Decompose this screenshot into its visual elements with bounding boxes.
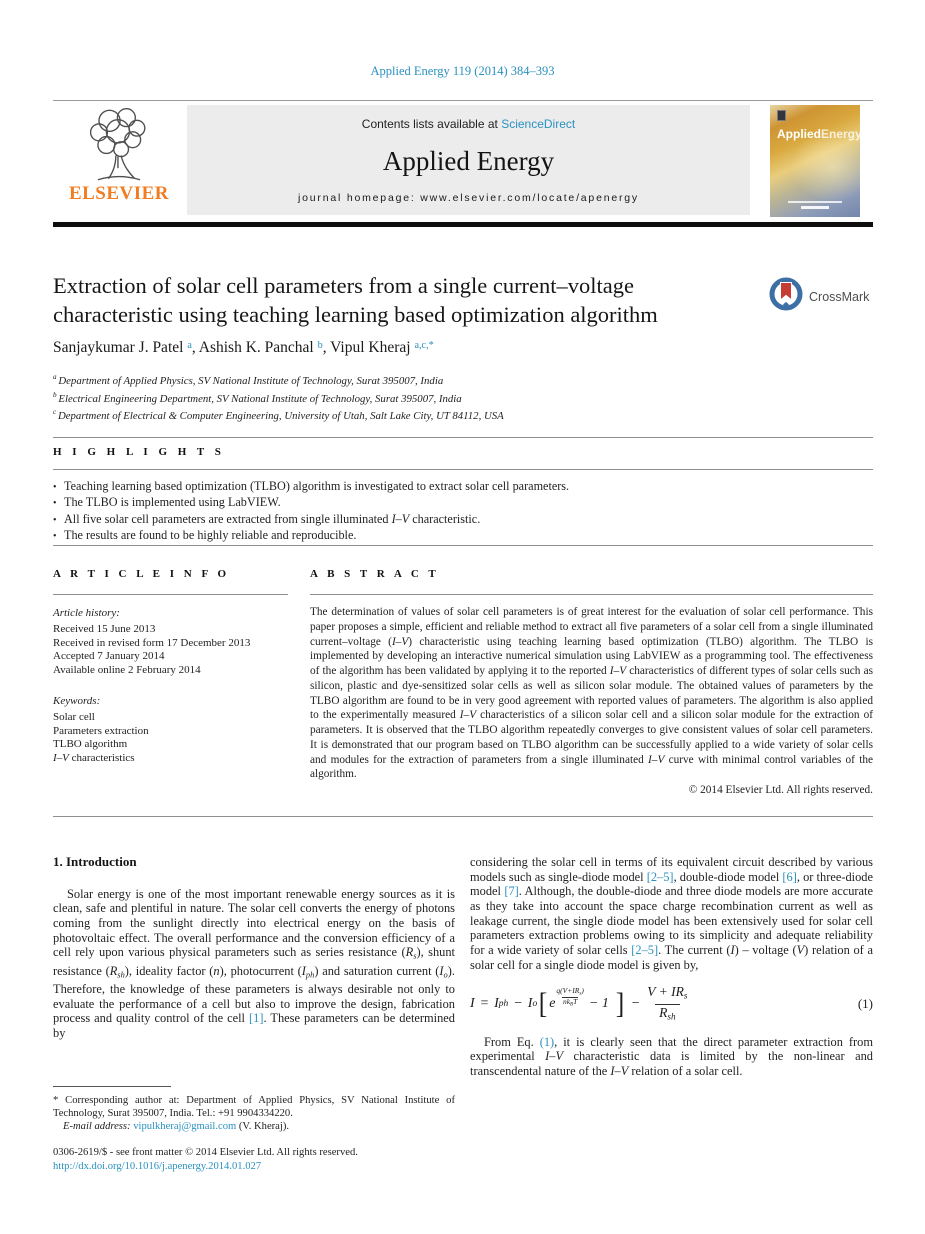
keyword-entry bbox=[53, 752, 293, 766]
cover-logo-icon bbox=[777, 110, 786, 121]
text-segment: s bbox=[413, 950, 417, 961]
eq-equals: = bbox=[479, 996, 490, 1012]
text-segment: curve with minimal control variables of the algorithm. bbox=[310, 753, 874, 781]
text-segment: q(V+IR bbox=[556, 985, 580, 995]
highlight-text bbox=[64, 495, 281, 511]
corresponding-author-note bbox=[53, 1086, 455, 1134]
text-segment: T bbox=[573, 996, 578, 1006]
eq-fraction-numerator bbox=[647, 984, 687, 1004]
text-segment: Parameters extraction bbox=[53, 724, 149, 737]
text-segment: I–V bbox=[610, 1063, 629, 1078]
bullet-icon: • bbox=[53, 482, 57, 493]
body-column-right bbox=[470, 855, 873, 1079]
keyword-entry bbox=[53, 711, 293, 725]
text-segment: R bbox=[405, 945, 414, 960]
eq-fraction-denominator bbox=[655, 1004, 679, 1025]
text-segment: Energy bbox=[821, 127, 862, 141]
intro-paragraph-left bbox=[53, 887, 455, 1041]
text-segment: R bbox=[109, 963, 118, 978]
text-segment: The TLBO is implemented using LabVIEW. bbox=[64, 495, 281, 510]
eq-exp-base: e bbox=[549, 996, 556, 1012]
text-segment: Applied bbox=[777, 127, 821, 141]
journal-citation-link[interactable]: Applied Energy 119 (2014) 384–393 bbox=[370, 64, 555, 78]
text-segment: , Vipul Kheraj bbox=[322, 339, 415, 356]
issn-line: 0306-2619/$ - see front matter © 2014 Elsevier Ltd. All rights reserved. bbox=[53, 1147, 358, 1158]
eq-main-fraction bbox=[647, 984, 687, 1024]
text-segment: sh bbox=[117, 969, 125, 980]
abstract-text bbox=[310, 605, 873, 782]
affiliation-b bbox=[53, 389, 813, 407]
text-segment: Department of Electrical & Computer Engineering, University of Utah, Salt Lake City, UT 84112, USA bbox=[57, 410, 504, 423]
text-segment: I–V bbox=[391, 511, 410, 526]
text-segment: From Eq. bbox=[484, 1034, 540, 1049]
contents-line bbox=[362, 117, 575, 131]
text-segment: TLBO algorithm bbox=[53, 738, 128, 751]
text-segment: ) relation of a solar cell for a single diode model is given by, bbox=[470, 942, 873, 972]
eq-lhs: I bbox=[470, 996, 475, 1012]
history-entry: Available online 2 February 2014 bbox=[53, 664, 201, 677]
inline-link[interactable]: vipulkheraj@gmail.com bbox=[133, 1121, 237, 1133]
abstract-copyright: © 2014 Elsevier Ltd. All rights reserved. bbox=[688, 784, 873, 796]
text-segment: s bbox=[683, 990, 688, 1001]
highlight-item bbox=[53, 479, 873, 495]
article-title-line2: characteristic using teaching learning based optimization algorithm bbox=[53, 301, 658, 327]
history-entry: Accepted 7 January 2014 bbox=[53, 650, 165, 663]
eq-exp-denominator bbox=[562, 997, 578, 1008]
text-segment: a bbox=[53, 373, 59, 381]
text-segment: sh bbox=[667, 1011, 676, 1022]
text-segment: R bbox=[659, 1004, 668, 1020]
inline-link[interactable]: a bbox=[187, 339, 192, 351]
cover-footer-bar bbox=[788, 201, 842, 203]
equation-expression bbox=[470, 984, 687, 1024]
text-segment: ), photocurrent ( bbox=[219, 963, 302, 978]
text-segment: . These parameters can be determined by bbox=[53, 1011, 455, 1040]
text-segment: Department of Applied Physics, SV National Institute of Technology, Surat 395007, India bbox=[58, 375, 444, 388]
doi-link[interactable]: http://dx.doi.org/10.1016/j.apenergy.2014.01.027 bbox=[53, 1160, 262, 1172]
elsevier-logo bbox=[53, 105, 185, 217]
text-segment: ) and saturation current ( bbox=[314, 963, 440, 978]
equation-1 bbox=[470, 984, 873, 1024]
inline-link[interactable]: b bbox=[317, 339, 323, 351]
text-segment: considering the solar cell in terms of its equivalent circuit described by various models such as single-diode model bbox=[470, 855, 873, 884]
affiliation-a bbox=[53, 371, 813, 389]
inline-link[interactable]: ScienceDirect bbox=[501, 117, 576, 131]
article-title bbox=[53, 272, 753, 329]
text-segment: c bbox=[53, 408, 58, 417]
cover-footer-bar bbox=[801, 206, 829, 209]
text-segment: * Corresponding author at: Department of Applied Physics, SV National Institute of Technology, Surat 395007, India. Tel.: +91 9904334220. bbox=[53, 1095, 455, 1120]
text-segment: characteristics of a silicon solar cell and a silicon solar module for the extraction of parameters. It is observed that the TLBO algorithm repeatedly converges to give consistent values of solar cell parameters. It is demonstrated that our program based on TLBO algorithm can be successfully applied to a wide variety of solar cells and modules for the extraction of parameters from a single illuminated bbox=[310, 709, 873, 766]
spacer bbox=[53, 678, 293, 695]
text-segment: , double-diode model bbox=[673, 869, 783, 884]
intro-paragraph-right bbox=[470, 855, 873, 972]
crossmark-badge[interactable] bbox=[768, 276, 878, 317]
highlights-rule-bottom bbox=[53, 545, 873, 546]
keywords-label: Keywords: bbox=[53, 694, 101, 707]
text-segment: Contents lists available at bbox=[361, 117, 502, 131]
crossmark-label: CrossMark bbox=[809, 289, 870, 304]
inline-link[interactable]: [2–5] bbox=[631, 942, 659, 957]
eq-io: I bbox=[527, 996, 533, 1012]
text-segment: . Although, the double-diode and three diode models are more accurate as they take into account the space charge recombination current as well as leakage current, the single diode model has been extensively used for solar cell parameters extraction problems owing to its simplicity and adequate reliability for a wide variety of solar cells bbox=[470, 884, 873, 957]
eq-iph: I bbox=[494, 996, 499, 1012]
eq-right-bracket: ] bbox=[615, 987, 625, 1021]
text-segment: The results are found to be highly reliable and reproducible. bbox=[64, 527, 357, 542]
text-segment: n bbox=[213, 963, 220, 978]
text-segment: I–V bbox=[609, 665, 627, 677]
article-history-label: Article history: bbox=[53, 607, 120, 619]
text-segment: ) characteristic using teaching learning based optimization (TLBO) algorithm. The TLBO is implemented by developing an interactive numerical simulation using LabVIEW as a programming tool. The effectiveness of the algorithm has been validated by applying it to the reported bbox=[310, 635, 873, 677]
text-segment: characteristics bbox=[68, 752, 135, 765]
text-segment: nk bbox=[562, 996, 571, 1006]
text-segment: Solar cell bbox=[53, 710, 95, 723]
journal-title: Applied Energy bbox=[382, 146, 555, 176]
abstract-rule bbox=[310, 594, 873, 595]
inline-link[interactable]: [6] bbox=[782, 869, 797, 884]
inline-link[interactable]: [7] bbox=[504, 884, 519, 899]
text-segment: V bbox=[796, 942, 805, 957]
text-segment: ) bbox=[581, 985, 584, 995]
equation-number: (1) bbox=[857, 996, 873, 1012]
text-segment: , it is clearly seen that the direct parameter extraction from experimental bbox=[470, 1034, 873, 1064]
eq-minus-one: − 1 bbox=[588, 996, 609, 1012]
text-segment: ), ideality factor ( bbox=[124, 963, 214, 978]
highlight-item bbox=[53, 495, 873, 511]
footnote-text bbox=[53, 1094, 455, 1120]
body-column-left bbox=[53, 855, 455, 1040]
highlight-text bbox=[64, 528, 356, 544]
text-segment: I bbox=[730, 942, 735, 957]
text-segment: Solar energy is one of the most important renewable energy sources as it is clean, safe and plentiful in nature. The solar cell converts the energy of photons coming from the sunlight directly into electrical energy on the basis of photovoltaic effect. The overall performance and the conversion efficiency of a cell rely upon various physical parameters such as series resistance ( bbox=[53, 886, 455, 960]
eq-minus: − bbox=[630, 996, 641, 1012]
keyword-entry bbox=[53, 725, 293, 739]
eq-iph-sub: ph bbox=[498, 999, 509, 1010]
text-segment: I–V bbox=[53, 752, 69, 765]
elsevier-tree-icon bbox=[53, 105, 185, 185]
eq-minus: − bbox=[513, 996, 523, 1012]
header-thick-divider bbox=[53, 222, 873, 227]
text-segment: , or three-diode model bbox=[470, 869, 873, 899]
article-info-rule bbox=[53, 594, 288, 595]
text-segment: E-mail address: bbox=[63, 1121, 134, 1133]
text-segment: ph bbox=[305, 969, 315, 980]
history-entry: Received in revised form 17 December 2013 bbox=[53, 636, 251, 649]
eq-io-sub: o bbox=[532, 999, 538, 1010]
elsevier-wordmark: ELSEVIER bbox=[68, 183, 170, 204]
intro-heading: 1. Introduction bbox=[53, 854, 137, 869]
affiliation-c bbox=[53, 406, 813, 424]
inline-link[interactable]: [1] bbox=[249, 1011, 264, 1026]
keyword-entry bbox=[53, 738, 293, 752]
text-segment: B bbox=[570, 1001, 574, 1008]
cover-title bbox=[777, 127, 862, 141]
text-segment: All five solar cell parameters are extracted from single illuminated bbox=[64, 511, 392, 526]
text-segment: I–V bbox=[459, 709, 477, 722]
text-segment: The determination of values of solar cell parameters is of great interest for the evaluation of solar cell performance. This paper proposes a simple, efficient and reliable method to extract all five parameters of a solar cell from a single illuminated current–voltage ( bbox=[310, 606, 873, 648]
text-segment: Electrical Engineering Department, SV National Institute of Technology, Surat 395007, India bbox=[58, 392, 462, 405]
bullet-icon: • bbox=[53, 498, 57, 510]
abstract-heading: A B S T R A C T bbox=[310, 568, 440, 580]
text-segment: I bbox=[439, 963, 444, 978]
text-segment: characteristic data is limited by the non-linear and transcendental nature of the bbox=[470, 1049, 873, 1078]
text-segment: I bbox=[301, 963, 306, 978]
eq-exponent-fraction bbox=[556, 987, 583, 1009]
front-matter-bottom-rule bbox=[53, 816, 873, 817]
text-segment: characteristics of different types of solar cells such as silicon, plastic and dye-sensitized solar cells as well as silicon solar module. The obtained values of parameters by the TLBO algorithm are found to be in very good agreement with reported values of parameters. The algorithm is also applied to the experimentally measured bbox=[310, 665, 873, 722]
article-title-line1: Extraction of solar cell parameters from a single current–voltage bbox=[53, 273, 635, 298]
highlight-item bbox=[53, 528, 873, 544]
inline-link[interactable]: (1) bbox=[539, 1034, 555, 1049]
history-entry: Received 15 June 2013 bbox=[53, 622, 156, 635]
text-segment: relation of a solar cell. bbox=[628, 1063, 743, 1078]
header-top-rule bbox=[53, 100, 873, 101]
text-segment: I–V bbox=[391, 635, 409, 648]
email-line bbox=[53, 1120, 455, 1133]
text-segment: ), shunt resistance ( bbox=[53, 945, 455, 978]
highlight-text bbox=[64, 479, 569, 495]
article-info-column bbox=[53, 607, 293, 766]
front-matter-footer bbox=[53, 1146, 455, 1173]
footnote-rule bbox=[53, 1086, 171, 1087]
crossmark-icon bbox=[768, 276, 804, 317]
highlight-item bbox=[53, 512, 873, 528]
text-segment: I–V bbox=[545, 1049, 564, 1064]
journal-banner bbox=[53, 105, 873, 215]
abstract-column bbox=[310, 605, 873, 798]
highlights-list bbox=[53, 479, 873, 544]
inline-link[interactable]: [2–5] bbox=[646, 869, 674, 884]
affiliations bbox=[53, 371, 813, 424]
text-segment: V + IR bbox=[647, 984, 684, 1000]
text-segment: Teaching learning based optimization (TLBO) algorithm is investigated to extract solar cell parameters. bbox=[64, 479, 570, 493]
text-segment: , Ashish K. Panchal bbox=[191, 339, 318, 356]
text-segment: characteristic. bbox=[409, 511, 481, 526]
eq-left-bracket: [ bbox=[538, 987, 548, 1021]
authors-line bbox=[53, 339, 793, 357]
highlights-rule-top bbox=[53, 437, 873, 438]
text-segment: o bbox=[443, 969, 448, 980]
text-segment: b bbox=[53, 390, 59, 399]
text-segment: s bbox=[579, 989, 582, 996]
inline-link[interactable]: a,c,* bbox=[414, 339, 434, 351]
text-segment: (V. Kheraj). bbox=[236, 1121, 290, 1133]
banner-center-box bbox=[187, 105, 750, 215]
bullet-icon: • bbox=[53, 530, 57, 542]
article-info-heading: A R T I C L E I N F O bbox=[53, 568, 230, 580]
journal-homepage-line[interactable]: journal homepage: www.elsevier.com/locate/apenergy bbox=[298, 192, 639, 204]
journal-cover-thumbnail[interactable] bbox=[770, 105, 860, 217]
text-segment: I–V bbox=[648, 753, 665, 766]
text-segment: ). Therefore, the knowledge of these parameters is always desirable not only to evaluate the performance of a cell but also to improve the design, fabrication process and quality control of the cell bbox=[53, 963, 455, 1026]
text-segment: Sanjaykumar J. Patel bbox=[53, 339, 188, 356]
highlights-heading: H I G H L I G H T S bbox=[53, 446, 225, 458]
bullet-icon: • bbox=[53, 514, 57, 526]
after-equation-paragraph bbox=[470, 1035, 873, 1079]
highlight-text bbox=[64, 512, 480, 528]
highlights-rule-mid bbox=[53, 469, 873, 470]
text-segment: . The current ( bbox=[658, 942, 731, 957]
eq-exp-numerator bbox=[556, 987, 583, 997]
text-segment: ) – voltage ( bbox=[734, 942, 797, 957]
